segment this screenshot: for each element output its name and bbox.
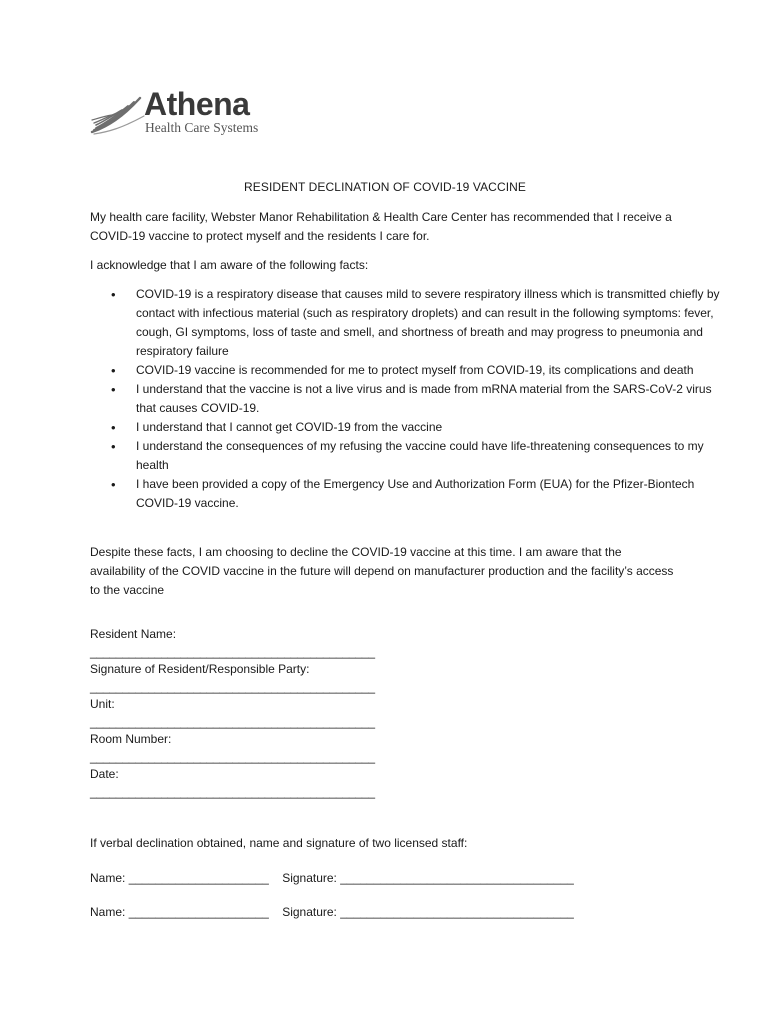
unit-field[interactable]: ____________________________________________ xyxy=(90,714,375,729)
signature-label: Signature of Resident/Responsible Party: xyxy=(90,662,310,676)
staff-signature-field[interactable]: ___________________________________ xyxy=(340,905,574,919)
room-number-field[interactable]: ____________________________________________ xyxy=(90,749,375,764)
staff-signature-label: Signature: xyxy=(282,905,337,919)
unit-label: Unit: xyxy=(90,697,115,711)
list-item: • I understand that I cannot get COVID-19 from the vaccine xyxy=(136,418,726,437)
list-item: • COVID-19 vaccine is recommended for me to protect myself from COVID-19, its complications and death xyxy=(136,361,726,380)
resident-fields xyxy=(90,626,375,801)
intro-paragraph: My health care facility, Webster Manor Rehabilitation & Health Care Center has recommended that I receive a COVID-19 vaccine to protect myself and the residents I care for. xyxy=(90,210,672,243)
staff-row xyxy=(90,871,574,885)
logo-tagline: Health Care Systems xyxy=(145,120,259,135)
staff-name-label: Name: xyxy=(90,871,126,885)
staff-name-field[interactable]: _____________________ xyxy=(128,905,269,919)
staff-name-field[interactable]: _____________________ xyxy=(128,871,269,885)
logo-name: Athena xyxy=(144,86,250,122)
date-field[interactable]: ____________________________________________ xyxy=(90,784,375,799)
document-title: RESIDENT DECLINATION OF COVID-19 VACCINE xyxy=(243,180,527,194)
declination-paragraph: Despite these facts, I am choosing to decline the COVID-19 vaccine at this time. I am aware that the availability of the COVID vaccine in the future will depend on manufacturer production and the facility’s access to the vaccine xyxy=(90,545,674,597)
room-number-label: Room Number: xyxy=(90,732,172,746)
resident-name-label: Resident Name: xyxy=(90,627,177,641)
staff-name-label: Name: xyxy=(90,905,126,919)
facts-list xyxy=(90,285,726,513)
staff-signature-field[interactable]: ___________________________________ xyxy=(340,871,574,885)
staff-row xyxy=(90,905,574,919)
list-item: • I have been provided a copy of the Emergency Use and Authorization Form (EUA) for the Pfizer-Biontech COVID-19 vaccine. xyxy=(136,475,726,513)
list-item: • COVID-19 is a respiratory disease that causes mild to severe respiratory illness which is transmitted chiefly by contact with infectious material (such as respiratory droplets) and can result in the following symptoms: fever, cough, GI symptoms, loss of taste and smell, and shortness of breath and may progress to pneumonia and respiratory failure xyxy=(136,285,726,361)
verbal-declination-heading: If verbal declination obtained, name and signature of two licensed staff: xyxy=(90,836,468,850)
wing-icon xyxy=(90,94,146,138)
athena-logo xyxy=(90,88,270,144)
list-item: • I understand the consequences of my refusing the vaccine could have life-threatening consequences to my health xyxy=(136,437,726,475)
staff-signature-label: Signature: xyxy=(282,871,337,885)
date-label: Date: xyxy=(90,767,119,781)
resident-name-field[interactable]: ____________________________________________ xyxy=(90,644,375,659)
acknowledge-paragraph: I acknowledge that I am aware of the following facts: xyxy=(90,258,369,272)
list-item: • I understand that the vaccine is not a live virus and is made from mRNA material from the SARS-CoV-2 virus that causes COVID-19. xyxy=(136,380,726,418)
signature-field[interactable]: ____________________________________________ xyxy=(90,679,375,694)
